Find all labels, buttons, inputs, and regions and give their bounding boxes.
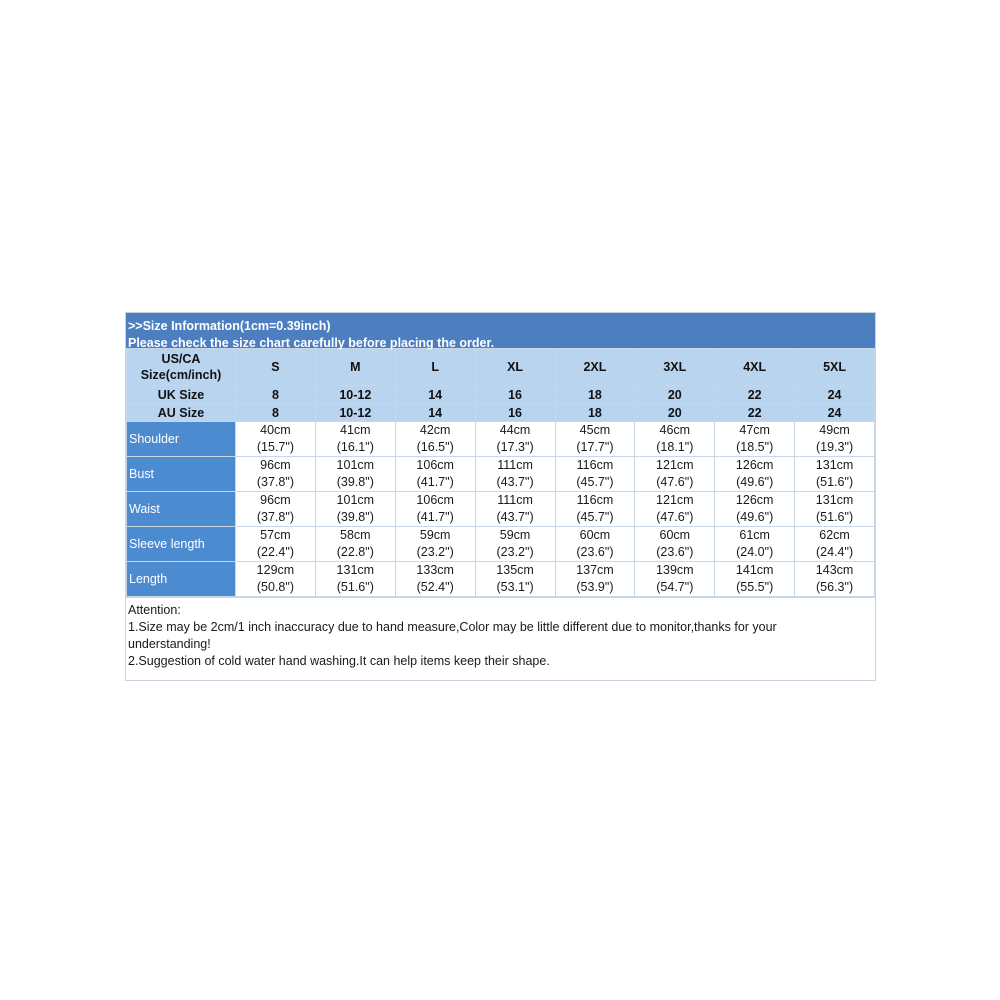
size-system-label	[127, 386, 236, 404]
size-info-instruction: Please check the size chart carefully before placing the order.	[128, 336, 495, 350]
measurement-inch: (39.8")	[336, 475, 374, 489]
size-value-cell: M	[315, 349, 395, 386]
measurement-cell	[315, 422, 395, 457]
measurement-cell	[475, 422, 555, 457]
measurement-cell	[555, 457, 635, 492]
measurement-inch: (49.6")	[736, 510, 774, 524]
size-value-cell: 8	[236, 404, 316, 422]
size-value-cell: 3XL	[635, 349, 715, 386]
measurement-cell	[236, 422, 316, 457]
measurement-cell	[395, 527, 475, 562]
measurement-inch: (49.6")	[736, 475, 774, 489]
size-header-row	[127, 404, 875, 422]
size-value-cell: 8	[236, 386, 316, 404]
size-system-label-line: US/CA	[161, 352, 201, 366]
size-info-title: >>Size Information(1cm=0.39inch)	[128, 319, 331, 333]
measurement-cm: 40cm	[260, 423, 291, 437]
size-chart	[125, 312, 876, 681]
measurement-cm: 106cm	[416, 493, 454, 507]
size-header-row	[127, 349, 875, 386]
measurement-cell	[475, 562, 555, 597]
measurement-label: Length	[127, 562, 236, 597]
measurement-inch: (17.3")	[496, 440, 534, 454]
measurement-cm: 126cm	[735, 458, 774, 472]
notes-title: Attention:	[128, 603, 181, 617]
measurement-cell	[555, 492, 635, 527]
measurement-inch: (45.7")	[576, 510, 614, 524]
size-system-label-line: Size(cm/inch)	[140, 368, 222, 382]
measurement-inch: (17.7")	[576, 440, 614, 454]
measurement-cell	[315, 492, 395, 527]
measurement-label: Bust	[127, 457, 236, 492]
size-value-cell: XL	[475, 349, 555, 386]
measurement-inch: (18.5")	[736, 440, 774, 454]
measurement-cm: 137cm	[576, 563, 614, 577]
measurement-inch: (41.7")	[416, 475, 454, 489]
measurement-cell	[475, 457, 555, 492]
size-value-cell: 10-12	[315, 386, 395, 404]
measurement-inch: (51.6")	[336, 580, 374, 594]
size-value-cell: 5XL	[795, 349, 875, 386]
measurement-cm: 116cm	[576, 458, 614, 472]
size-value-cell: 20	[635, 404, 715, 422]
measurement-cm: 121cm	[656, 493, 694, 507]
measurement-cm: 96cm	[260, 493, 291, 507]
size-value-cell: 2XL	[555, 349, 635, 386]
measurement-cm: 61cm	[739, 528, 770, 542]
measurement-cell	[795, 527, 875, 562]
notes-line-1: 1.Size may be 2cm/1 inch inaccuracy due to hand measure,Color may be little different due to monitor,thanks for your	[128, 620, 777, 634]
measurement-cm: 133cm	[416, 563, 454, 577]
size-value-cell: 20	[635, 386, 715, 404]
measurement-cm: 106cm	[416, 458, 454, 472]
measurement-cm: 57cm	[260, 528, 291, 542]
measurement-cell	[635, 492, 715, 527]
measurement-cell	[395, 492, 475, 527]
measurement-cell	[236, 457, 316, 492]
measurement-cell	[236, 527, 316, 562]
measurement-inch: (51.6")	[816, 475, 854, 489]
measurement-cm: 58cm	[340, 528, 371, 542]
measurement-cm: 41cm	[340, 423, 371, 437]
measurement-inch: (15.7")	[256, 440, 294, 454]
measurement-cm: 59cm	[419, 528, 451, 542]
measurement-inch: (47.6")	[656, 475, 694, 489]
measurement-cell	[555, 422, 635, 457]
measurement-inch: (39.8")	[336, 510, 374, 524]
measurement-cell	[795, 562, 875, 597]
measurement-cm: 47cm	[739, 423, 770, 437]
measurement-row	[127, 562, 875, 597]
measurement-cell	[315, 457, 395, 492]
measurement-inch: (16.1")	[336, 440, 374, 454]
measurement-inch: (37.8")	[256, 510, 294, 524]
measurement-cm: 49cm	[819, 423, 850, 437]
size-system-label-line: AU Size	[157, 405, 205, 420]
measurement-cm: 44cm	[499, 423, 531, 437]
size-system-label	[127, 349, 236, 386]
measurement-cell	[795, 422, 875, 457]
measurement-cm: 59cm	[499, 528, 531, 542]
notes-line-1-continued: understanding!	[128, 637, 211, 651]
size-value-cell: 16	[475, 386, 555, 404]
size-value-cell: S	[236, 349, 316, 386]
measurement-row	[127, 527, 875, 562]
measurement-cell	[715, 457, 795, 492]
measurement-inch: (23.6")	[576, 545, 614, 559]
measurement-inch: (37.8")	[256, 475, 294, 489]
size-value-cell: 22	[715, 386, 795, 404]
measurement-cm: 60cm	[659, 528, 691, 542]
measurement-cm: 143cm	[815, 563, 854, 577]
measurement-inch: (16.5")	[416, 440, 454, 454]
size-value-cell: 4XL	[715, 349, 795, 386]
size-table	[126, 348, 875, 597]
measurement-inch: (54.7")	[656, 580, 694, 594]
measurement-cell	[715, 422, 795, 457]
measurement-cm: 129cm	[256, 563, 295, 577]
size-value-cell: 16	[475, 404, 555, 422]
measurement-row	[127, 492, 875, 527]
measurement-cell	[395, 422, 475, 457]
size-value-cell: 24	[795, 386, 875, 404]
measurement-cell	[475, 492, 555, 527]
measurement-inch: (50.8")	[256, 580, 294, 594]
size-value-cell: 18	[555, 386, 635, 404]
measurement-cm: 101cm	[336, 458, 375, 472]
measurement-cell	[635, 527, 715, 562]
measurement-cell	[315, 562, 395, 597]
measurement-label: Shoulder	[127, 422, 236, 457]
measurement-cell	[635, 457, 715, 492]
size-info-banner	[126, 313, 875, 348]
measurement-inch: (24.0")	[736, 545, 774, 559]
measurement-cm: 131cm	[336, 563, 375, 577]
size-value-cell: 18	[555, 404, 635, 422]
measurement-cell	[635, 422, 715, 457]
measurement-cell	[715, 527, 795, 562]
measurement-cm: 111cm	[497, 458, 533, 472]
measurement-cell	[475, 527, 555, 562]
measurement-cell	[395, 457, 475, 492]
measurement-inch: (23.2")	[496, 545, 534, 559]
measurement-cm: 101cm	[336, 493, 375, 507]
measurement-cell	[315, 527, 395, 562]
measurement-label: Waist	[127, 492, 236, 527]
measurement-inch: (19.3")	[816, 440, 854, 454]
measurement-cm: 62cm	[819, 528, 850, 542]
measurement-cell	[555, 562, 635, 597]
measurement-cell	[795, 457, 875, 492]
measurement-cm: 60cm	[579, 528, 611, 542]
measurement-inch: (53.9")	[576, 580, 614, 594]
size-system-label	[127, 404, 236, 422]
size-header-row	[127, 386, 875, 404]
measurement-cm: 126cm	[735, 493, 774, 507]
measurement-inch: (55.5")	[736, 580, 774, 594]
size-value-cell: 22	[715, 404, 795, 422]
measurement-cm: 131cm	[815, 493, 854, 507]
measurement-cm: 45cm	[579, 423, 611, 437]
measurement-inch: (51.6")	[816, 510, 854, 524]
measurement-cell	[635, 562, 715, 597]
measurement-cm: 42cm	[419, 423, 451, 437]
measurement-cell	[236, 562, 316, 597]
measurement-label: Sleeve length	[127, 527, 236, 562]
measurement-inch: (43.7")	[496, 510, 534, 524]
size-table-body	[127, 349, 875, 597]
measurement-cm: 121cm	[656, 458, 694, 472]
size-value-cell: 14	[395, 386, 475, 404]
size-system-label-line: UK Size	[157, 387, 205, 402]
measurement-inch: (41.7")	[416, 510, 454, 524]
measurement-row	[127, 457, 875, 492]
attention-notes	[126, 597, 875, 680]
measurement-inch: (23.6")	[656, 545, 694, 559]
measurement-cm: 131cm	[815, 458, 854, 472]
measurement-inch: (43.7")	[496, 475, 534, 489]
measurement-cell	[236, 492, 316, 527]
notes-line-2: 2.Suggestion of cold water hand washing.It can help items keep their shape.	[128, 654, 550, 668]
size-value-cell: L	[395, 349, 475, 386]
measurement-inch: (18.1")	[656, 440, 694, 454]
measurement-row	[127, 422, 875, 457]
measurement-cm: 141cm	[735, 563, 774, 577]
measurement-cell	[715, 562, 795, 597]
measurement-cm: 96cm	[260, 458, 291, 472]
measurement-cell	[555, 527, 635, 562]
measurement-cell	[715, 492, 795, 527]
measurement-inch: (47.6")	[656, 510, 694, 524]
measurement-cm: 111cm	[497, 493, 533, 507]
measurement-inch: (52.4")	[416, 580, 454, 594]
measurement-cm: 135cm	[496, 563, 534, 577]
measurement-cell	[795, 492, 875, 527]
measurement-inch: (22.8")	[336, 545, 374, 559]
measurement-cm: 116cm	[576, 493, 614, 507]
size-value-cell: 24	[795, 404, 875, 422]
measurement-inch: (45.7")	[576, 475, 614, 489]
measurement-inch: (24.4")	[816, 545, 854, 559]
measurement-inch: (56.3")	[816, 580, 854, 594]
measurement-inch: (22.4")	[256, 545, 294, 559]
measurement-cm: 139cm	[656, 563, 694, 577]
measurement-cm: 46cm	[659, 423, 691, 437]
measurement-inch: (23.2")	[416, 545, 454, 559]
size-value-cell: 10-12	[315, 404, 395, 422]
measurement-inch: (53.1")	[496, 580, 534, 594]
measurement-cell	[395, 562, 475, 597]
size-value-cell: 14	[395, 404, 475, 422]
